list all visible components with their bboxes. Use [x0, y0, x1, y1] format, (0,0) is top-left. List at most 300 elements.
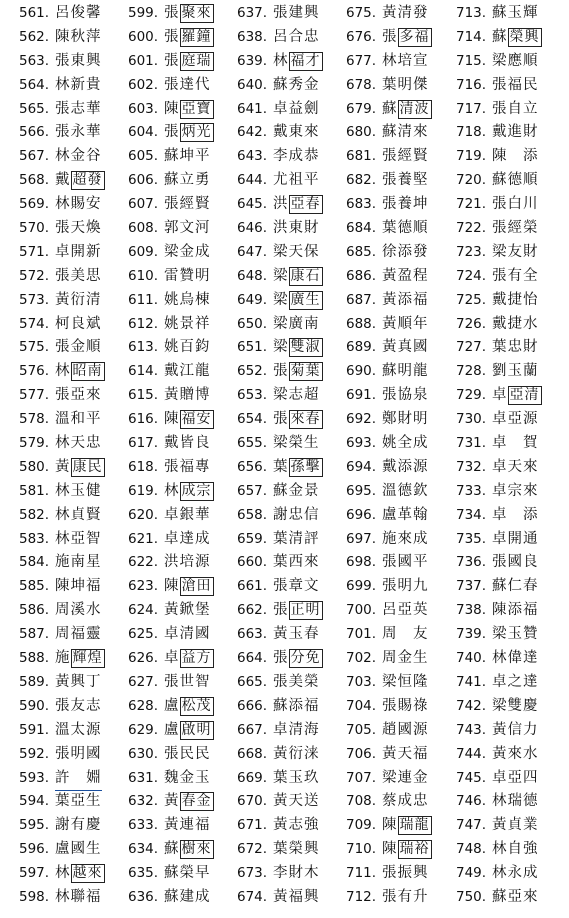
entry-number: 566.	[19, 124, 50, 141]
person-name: 葉玉玖	[273, 769, 320, 786]
person-name: 張經榮	[492, 220, 539, 237]
entry-number: 617.	[128, 435, 159, 452]
list-item	[456, 145, 542, 169]
list-item	[346, 432, 432, 456]
list-item	[128, 695, 214, 719]
person-name: 張養坤	[382, 196, 429, 213]
list-item	[237, 480, 323, 504]
person-name: 張福民	[492, 76, 539, 93]
person-name: 張	[164, 52, 180, 69]
list-item	[19, 886, 105, 910]
list-item	[456, 647, 542, 671]
person-name: 梁	[273, 267, 289, 284]
entry-number: 688.	[346, 315, 377, 332]
list-item	[128, 838, 214, 862]
person-name: 張志華	[55, 100, 102, 117]
person-name: 黃鍁堡	[164, 602, 211, 619]
list-item	[19, 169, 105, 193]
entry-number: 633.	[128, 817, 159, 834]
boxed-given-name: 越來	[72, 865, 103, 882]
entry-number: 610.	[128, 267, 159, 284]
list-item	[19, 408, 105, 432]
person-name: 呂合忠	[273, 28, 320, 45]
person-name: 張福專	[164, 458, 211, 475]
list-item	[19, 480, 105, 504]
list-item	[346, 719, 432, 743]
person-name: 戴捷怡	[492, 291, 539, 308]
entry-number: 632.	[128, 793, 159, 810]
list-item	[128, 432, 214, 456]
list-item	[346, 551, 432, 575]
list-item	[19, 528, 105, 552]
boxed-given-name: 瑞龍	[399, 817, 430, 834]
list-item	[346, 623, 432, 647]
entry-number: 733.	[456, 482, 487, 499]
list-item	[346, 671, 432, 695]
list-item	[19, 862, 105, 886]
list-item	[456, 336, 542, 360]
boxed-given-name: 亞清	[509, 387, 540, 404]
person-name: 張金順	[55, 339, 102, 356]
entry-number: 748.	[456, 841, 487, 858]
list-item	[19, 336, 105, 360]
list-item	[456, 121, 542, 145]
list-item	[346, 838, 432, 862]
boxed-given-name: 正明	[290, 602, 321, 619]
entry-number: 614.	[128, 363, 159, 380]
person-name: 盧	[164, 697, 180, 714]
entry-number: 668.	[237, 745, 268, 762]
boxed-given-name: 福才	[290, 52, 321, 69]
person-name: 林新貴	[55, 76, 102, 93]
person-name: 溫和平	[55, 411, 102, 428]
person-name: 溫太源	[55, 721, 102, 738]
person-name: 張有全	[492, 267, 539, 284]
list-item	[128, 74, 214, 98]
list-item	[237, 145, 323, 169]
boxed-given-name: 孫擊	[290, 458, 321, 475]
list-item	[237, 647, 323, 671]
entry-number: 595.	[19, 817, 50, 834]
list-item	[237, 408, 323, 432]
person-name: 周福靈	[55, 626, 102, 643]
list-item	[346, 504, 432, 528]
person-name: 林培宣	[382, 52, 429, 69]
list-item	[346, 575, 432, 599]
entry-number: 625.	[128, 626, 159, 643]
list-item	[237, 719, 323, 743]
person-name: 黃清發	[382, 5, 429, 21]
entry-number: 735.	[456, 530, 487, 547]
boxed-given-name: 康石	[290, 267, 321, 284]
entry-number: 660.	[237, 554, 268, 571]
person-name: 梁雙慶	[492, 697, 539, 714]
entry-number: 686.	[346, 267, 377, 284]
entry-number: 715.	[456, 52, 487, 69]
entry-number: 662.	[237, 602, 268, 619]
list-item	[346, 336, 432, 360]
boxed-given-name: 庭瑞	[181, 52, 212, 69]
list-item	[128, 98, 214, 122]
entry-number: 710.	[346, 841, 377, 858]
list-item	[128, 719, 214, 743]
entry-number: 674.	[237, 888, 268, 905]
boxed-given-name: 亞春	[290, 196, 321, 213]
entry-number: 574.	[19, 315, 50, 332]
entry-number: 694.	[346, 458, 377, 475]
list-item	[19, 599, 105, 623]
entry-number: 708.	[346, 793, 377, 810]
list-item	[128, 623, 214, 647]
boxed-given-name: 亞寶	[181, 100, 212, 117]
list-item	[346, 289, 432, 313]
person-name: 張白川	[492, 196, 539, 213]
list-item	[346, 767, 432, 791]
boxed-given-name: 春金	[181, 793, 212, 810]
entry-number: 622.	[128, 554, 159, 571]
boxed-given-name: 福安	[181, 411, 212, 428]
entry-number: 641.	[237, 100, 268, 117]
person-name: 周 友	[382, 626, 429, 643]
entry-number: 750.	[456, 888, 487, 905]
person-name: 戴東來	[273, 124, 320, 141]
list-item	[128, 26, 214, 50]
entry-number: 627.	[128, 673, 159, 690]
person-name: 卓益劍	[273, 100, 320, 117]
boxed-given-name: 雙淑	[290, 339, 321, 356]
list-item	[237, 432, 323, 456]
person-name: 葉西來	[273, 554, 320, 571]
entry-number: 673.	[237, 865, 268, 882]
person-name: 張友志	[55, 697, 102, 714]
list-item	[128, 767, 214, 791]
list-item	[128, 504, 214, 528]
person-name: 戴捷水	[492, 315, 539, 332]
list-item	[456, 575, 542, 599]
person-name: 徐添發	[382, 243, 429, 260]
list-item	[19, 647, 105, 671]
person-name: 張天煥	[55, 220, 102, 237]
entry-number: 629.	[128, 721, 159, 738]
list-item	[237, 169, 323, 193]
entry-number: 589.	[19, 673, 50, 690]
list-item	[346, 480, 432, 504]
person-name: 葉清評	[273, 530, 320, 547]
person-name: 蘇亞來	[492, 888, 539, 905]
list-item	[237, 767, 323, 791]
entry-number: 699.	[346, 578, 377, 595]
list-item	[128, 193, 214, 217]
entry-number: 721.	[456, 196, 487, 213]
person-name: 林自強	[492, 841, 539, 858]
list-item	[346, 121, 432, 145]
list-item	[346, 384, 432, 408]
entry-number: 676.	[346, 28, 377, 45]
entry-number: 661.	[237, 578, 268, 595]
entry-number: 697.	[346, 530, 377, 547]
person-name: 蘇仁春	[492, 578, 539, 595]
list-item	[19, 145, 105, 169]
entry-number: 584.	[19, 554, 50, 571]
person-name: 黃天送	[273, 793, 320, 810]
entry-number: 583.	[19, 530, 50, 547]
boxed-given-name: 超發	[72, 172, 103, 189]
list-item	[128, 456, 214, 480]
person-name: 卓清國	[164, 626, 211, 643]
person-name: 蘇添福	[273, 697, 320, 714]
entry-number: 734.	[456, 506, 487, 523]
boxed-given-name: 昭南	[72, 363, 103, 380]
entry-number: 704.	[346, 697, 377, 714]
list-item	[128, 814, 214, 838]
entry-number: 737.	[456, 578, 487, 595]
list-item	[346, 74, 432, 98]
entry-number: 636.	[128, 888, 159, 905]
entry-number: 695.	[346, 482, 377, 499]
person-name: 林玉健	[55, 482, 102, 499]
entry-number: 736.	[456, 554, 487, 571]
person-name: 張章文	[273, 578, 320, 595]
person-name: 蘇金景	[273, 482, 320, 499]
list-item	[346, 217, 432, 241]
list-item	[346, 241, 432, 265]
list-item	[346, 814, 432, 838]
entry-number: 596.	[19, 841, 50, 858]
entry-number: 667.	[237, 721, 268, 738]
list-item	[456, 98, 542, 122]
person-name: 戴進財	[492, 124, 539, 141]
list-item	[128, 671, 214, 695]
person-name: 呂俊馨	[55, 5, 102, 21]
boxed-given-name: 來春	[290, 411, 321, 428]
person-name: 戴添源	[382, 458, 429, 475]
list-item	[456, 289, 542, 313]
list-item	[456, 313, 542, 337]
list-item	[128, 336, 214, 360]
entry-number: 740.	[456, 650, 487, 667]
list-item	[237, 217, 323, 241]
list-item	[346, 360, 432, 384]
entry-number: 656.	[237, 458, 268, 475]
person-name: 黃衍清	[55, 291, 102, 308]
person-name: 張養堅	[382, 172, 429, 189]
list-item	[128, 480, 214, 504]
entry-number: 616.	[128, 411, 159, 428]
person-name: 戴	[55, 172, 71, 189]
list-item	[237, 265, 323, 289]
person-name: 張有升	[382, 888, 429, 905]
list-item	[346, 408, 432, 432]
entry-number: 669.	[237, 769, 268, 786]
list-item	[456, 217, 542, 241]
person-name: 陳	[164, 411, 180, 428]
list-item	[128, 790, 214, 814]
list-item	[346, 886, 432, 910]
entry-number: 693.	[346, 435, 377, 452]
entry-number: 732.	[456, 458, 487, 475]
entry-number: 597.	[19, 865, 50, 882]
list-item	[456, 408, 542, 432]
person-name: 張	[273, 363, 289, 380]
list-item	[128, 2, 214, 26]
entry-number: 615.	[128, 387, 159, 404]
boxed-given-name: 多福	[399, 28, 430, 45]
entry-number: 601.	[128, 52, 159, 69]
list-item	[237, 26, 323, 50]
boxed-given-name: 樹來	[181, 841, 212, 858]
list-item	[237, 193, 323, 217]
entry-number: 749.	[456, 865, 487, 882]
list-item	[456, 241, 542, 265]
entry-number: 562.	[19, 28, 50, 45]
entry-number: 568.	[19, 172, 50, 189]
person-name: 梁廣南	[273, 315, 320, 332]
list-item	[456, 814, 542, 838]
entry-number: 745.	[456, 769, 487, 786]
entry-number: 611.	[128, 291, 159, 308]
entry-number: 722.	[456, 220, 487, 237]
list-item	[128, 50, 214, 74]
person-name: 洪東財	[273, 220, 320, 237]
person-name: 洪	[273, 196, 289, 213]
person-name: 葉德順	[382, 220, 429, 237]
entry-number: 680.	[346, 124, 377, 141]
entry-number: 587.	[19, 626, 50, 643]
list-item	[128, 599, 214, 623]
person-name: 梁友財	[492, 243, 539, 260]
entry-number: 665.	[237, 673, 268, 690]
list-item	[237, 121, 323, 145]
entry-number: 637.	[237, 5, 268, 21]
entry-number: 594.	[19, 793, 50, 810]
list-item	[456, 719, 542, 743]
person-name: 張明九	[382, 578, 429, 595]
entry-number: 724.	[456, 267, 487, 284]
list-item	[346, 145, 432, 169]
entry-number: 634.	[128, 841, 159, 858]
entry-number: 712.	[346, 888, 377, 905]
entry-number: 709.	[346, 817, 377, 834]
list-item	[456, 480, 542, 504]
person-name: 雷贊明	[164, 267, 211, 284]
list-item	[237, 551, 323, 575]
person-name: 林天忠	[55, 435, 102, 452]
person-name: 張亞來	[55, 387, 102, 404]
entry-number: 561.	[19, 5, 50, 21]
list-item	[456, 2, 542, 26]
person-name: 黃	[164, 793, 180, 810]
list-item	[456, 599, 542, 623]
entry-number: 577.	[19, 387, 50, 404]
entry-number: 619.	[128, 482, 159, 499]
person-name: 盧	[164, 721, 180, 738]
entry-number: 653.	[237, 387, 268, 404]
person-name: 張國平	[382, 554, 429, 571]
list-item	[237, 98, 323, 122]
list-item	[128, 145, 214, 169]
list-item	[237, 599, 323, 623]
person-name: 林	[55, 865, 71, 882]
list-item	[128, 743, 214, 767]
person-name: 黃衍涞	[273, 745, 320, 762]
list-item	[237, 528, 323, 552]
list-item	[128, 551, 214, 575]
list-item	[237, 360, 323, 384]
list-item	[128, 384, 214, 408]
person-name: 郭文河	[164, 220, 211, 237]
person-name: 蘇建成	[164, 888, 211, 905]
person-name: 卓 賀	[492, 435, 539, 452]
list-item	[19, 790, 105, 814]
entry-number: 635.	[128, 865, 159, 882]
list-item	[128, 862, 214, 886]
entry-number: 602.	[128, 76, 159, 93]
entry-number: 612.	[128, 315, 159, 332]
entry-number: 605.	[128, 148, 159, 165]
person-name: 張民民	[164, 745, 211, 762]
person-name: 林永成	[492, 865, 539, 882]
entry-number: 581.	[19, 482, 50, 499]
list-item	[237, 695, 323, 719]
entry-number: 677.	[346, 52, 377, 69]
list-item	[346, 790, 432, 814]
person-name: 黃玉春	[273, 626, 320, 643]
person-name: 林瑞德	[492, 793, 539, 810]
list-item	[456, 671, 542, 695]
list-item	[19, 671, 105, 695]
list-item	[456, 74, 542, 98]
entry-number: 573.	[19, 291, 50, 308]
person-name: 張賜祿	[382, 697, 429, 714]
list-item	[456, 743, 542, 767]
person-name: 姚烏棟	[164, 291, 211, 308]
entry-number: 738.	[456, 602, 487, 619]
list-item	[456, 456, 542, 480]
person-name: 葉	[273, 458, 289, 475]
list-item	[19, 623, 105, 647]
person-name: 卓開通	[492, 530, 539, 547]
person-name: 張東興	[55, 52, 102, 69]
entry-number: 623.	[128, 578, 159, 595]
list-item	[237, 671, 323, 695]
person-name: 卓亞四	[492, 769, 539, 786]
list-item	[237, 289, 323, 313]
person-name: 戴江龍	[164, 363, 211, 380]
entry-number: 591.	[19, 721, 50, 738]
list-item	[19, 241, 105, 265]
entry-number: 690.	[346, 363, 377, 380]
person-name: 陳	[382, 817, 398, 834]
person-name: 施南星	[55, 554, 102, 571]
person-name: 葉忠財	[492, 339, 539, 356]
boxed-given-name: 聚來	[181, 5, 212, 21]
entry-number: 663.	[237, 626, 268, 643]
entry-number: 624.	[128, 602, 159, 619]
person-name: 魏金玉	[164, 769, 211, 786]
person-name: 葉榮興	[273, 841, 320, 858]
entry-number: 727.	[456, 339, 487, 356]
person-name: 張經賢	[382, 148, 429, 165]
entry-number: 590.	[19, 697, 50, 714]
person-name: 卓開新	[55, 243, 102, 260]
boxed-given-name: 清波	[399, 100, 430, 117]
entry-number: 731.	[456, 435, 487, 452]
boxed-given-name: 啟明	[181, 721, 212, 738]
entry-number: 705.	[346, 721, 377, 738]
entry-number: 648.	[237, 267, 268, 284]
person-name: 蘇立勇	[164, 172, 211, 189]
entry-number: 649.	[237, 291, 268, 308]
